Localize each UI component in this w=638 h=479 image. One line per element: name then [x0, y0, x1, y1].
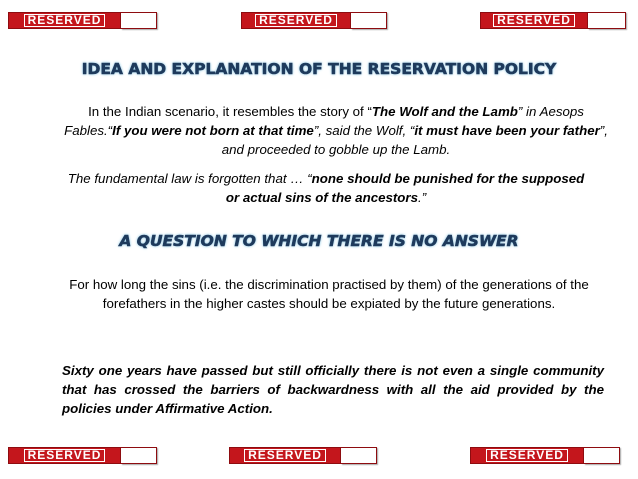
- reserved-stamp-label: RESERVED: [486, 449, 568, 462]
- paragraph-fundamental-law: The fundamental law is forgotten that … “none should be punished for the supposed or actual sins of the ancestors.”: [67, 171, 585, 205]
- paragraph-sixty-one-years: Sixty one years have passed but still officially there is not even a single community that has crossed the barriers of backwardness with all the aid provided by the policies under Affirmative Action.: [62, 363, 604, 416]
- reserved-stamp-label: RESERVED: [493, 14, 575, 27]
- reserved-stamp-label: RESERVED: [24, 449, 106, 462]
- reserved-stamp-bottom-right: [470, 447, 620, 464]
- reserved-stamp-label: RESERVED: [255, 14, 337, 27]
- reserved-stamp-top-right: [480, 12, 626, 29]
- reserved-stamp-label: RESERVED: [244, 449, 326, 462]
- heading-reservation-policy: IDEA AND EXPLANATION OF THE RESERVATION POLICY: [81, 60, 557, 78]
- reserved-stamp-label: RESERVED: [24, 14, 106, 27]
- reserved-stamp-bottom-center: [229, 447, 377, 464]
- reserved-stamp-bottom-left: [8, 447, 157, 464]
- reserved-stamp-top-left: [8, 12, 157, 29]
- heading-question-no-answer: A QUESTION TO WHICH THERE IS NO ANSWER: [119, 232, 519, 250]
- paragraph-how-long: For how long the sins (i.e. the discrimination practised by them) of the generations of the forefathers in the higher castes should be expiated by the future generations.: [69, 277, 589, 311]
- paragraph-wolf-and-lamb: In the Indian scenario, it resembles the story of “The Wolf and the Lamb” in Aesops Fables.“If you were not born at that time”, said the Wolf, “it must have been your father”, and proceeded to gobble up the Lamb.: [64, 104, 608, 157]
- reserved-stamp-top-center: [241, 12, 387, 29]
